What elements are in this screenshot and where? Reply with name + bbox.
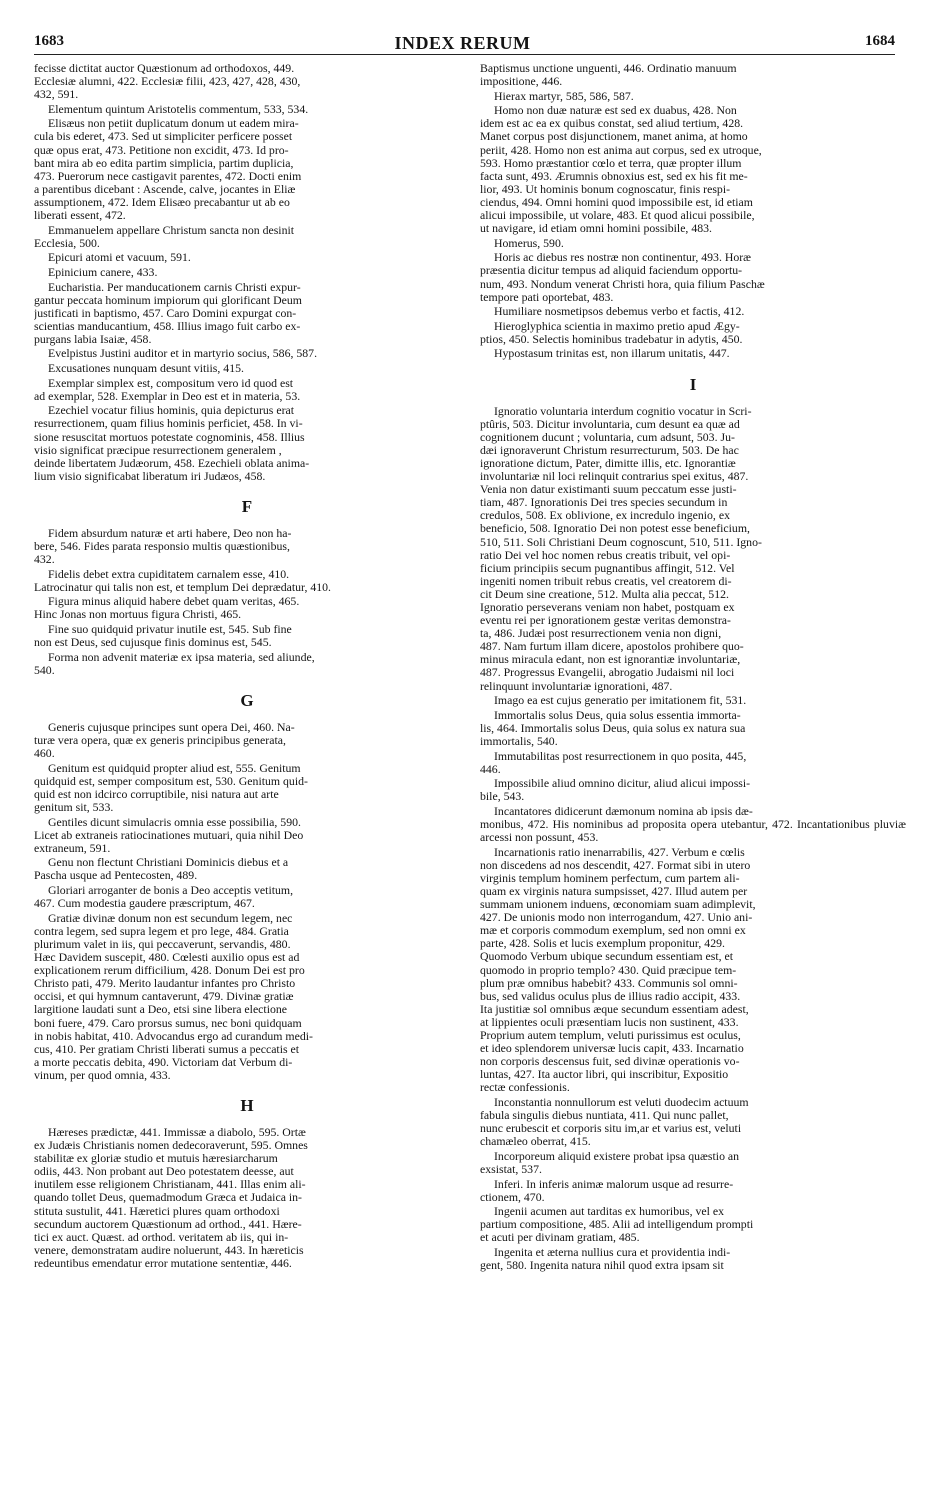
index-entry: Incorporeum aliquid existere probat ipsa quæstio an exsistat, 537. — [480, 1148, 740, 1176]
index-entry: Epicuri atomi et vacuum, 591. — [48, 250, 191, 265]
index-entry: Fidem absurdum naturæ et arti habere, Deo non ha- bere, 546. Fides parata responsio multis quæstionibus, 432. — [34, 525, 292, 567]
index-entry: Homerus, 590. — [494, 235, 564, 250]
index-entry: Immutabilitas post resurrectionem in quo posita, 445, 446. — [480, 748, 747, 776]
index-entry: Exemplar simplex est, compositum vero id quod est ad exemplar, 528. Exemplar in Deo est et in materia, 53. — [34, 375, 301, 403]
index-entry: Figura minus aliquid habere debet quam veritas, 465. Hinc Jonas non mortuus figura Christi, 465. — [34, 594, 300, 622]
index-entry: Horis ac diebus res nostræ non continentur, 493. Horæ præsentia dicitur tempus ad aliquid faciendum opportu- num, 493. Nondum venerat Christi hora, quia filium Paschæ tempore pati oportebat, 483. — [480, 250, 765, 304]
running-title: INDEX RERUM — [394, 33, 531, 53]
index-entry: Fidelis debet extra cupiditatem carnalem esse, 410. Latrocinatur qui talis non est, et templum Dei deprædatur, 410. — [34, 566, 332, 594]
left-page-number: 1683 — [34, 33, 64, 49]
index-entry: Hypostasum trinitas est, non illarum unitatis, 447. — [494, 346, 730, 361]
index-entry: Gratiæ divinæ donum non est secundum legem, nec contra legem, sed supra legem et pro lege, 484. Gratia plurimum valet in iis, qui peccaverunt, servandis, 480. Hæc Davidem suscepit, 480. Cœlesti auxilio opus est ad explicationem rerum difficilium, 428. Donum Dei est pro Christo pati, 479. Merito laudantur infantes pro Christo occisi, et qui hymnum cantaverunt, 479. Divinæ gratiæ largitione laudati sunt a Deo, etsi sine libera electione boni fuere, 479. Caro prorsus sumus, nec boni quidquam in nobis habitat, 410. Advocandus ergo ad curandum medi- cus, 410. Per gratiam Christi liberati sumus a peccatis et a morte peccatis debita, 490. Victoriam dat Verbum di- vinum, per quod omnia, 433. — [34, 910, 313, 1082]
header-rule — [34, 54, 895, 55]
index-entry: Ignoratio voluntaria interdum cognitio vocatur in Scri- ptûris, 503. Dicitur involuntaria, cum desunt ea quæ ad cognitionem ducunt ; voluntaria, cum adsunt, 503. Ju- dæi ignoraverunt Christum resurrecturum, 503. De hac ignoratione dictum, Pater, dimitte illis, etc. Ignorantiæ involuntariæ nil loci relinquit contrarius spei exitus, 487. Venia non datur existimanti suum peccatum esse justi- tiam, 487. Ignorationis Dei tres species secundum in credulos, 508. Ex oblivione, ex incredulo ingenio, ex beneficio, 508. Ignoratio Dei non potest esse beneficium, 510, 511. Soli Christiani Deum cognoscunt, 510, 511. Igno- ratio Dei vel hoc nomen rebus creatis tribuit, vel opi- ficium principiis secum pugnantibus affingit, 512. Vel ingeniti nomen tribuit rebus creatis, vel creatorem di- cit Deum sine creatione, 512. Multa alia peccat, 512. Ignoratio perseverans veniam non habet, postquam ex eventu rei per ignorationem gestæ veritas demonstra- ta, 486. Judæi post resurrectionem venia non digni, 487. Nam furtum illam dicere, apostolos prohibere quo- minus miracula edant, non est ignorantiæ involuntariæ, 487. Progressus Evangelii, abrogatio Judaismi nil loci relinquunt involuntariæ ignorationi, 487. — [480, 403, 762, 693]
index-entry: Inconstantia nonnullorum est veluti duodecim actuum fabula singulis diebus nuntiata, 411. Qui nunc pallet, nunc erubescit et corporis situ im,ar et varius est, veluti chamæleo oberrat, 415. — [480, 1094, 749, 1149]
index-entry: Incarnationis ratio inenarrabilis, 427. Verbum e cœlis non discedens ad nos descendit, 427. Format sibi in utero virginis templum hominem perfectum, cum partem ali- quam ex virginis natura sumpsisset, 427. Illud autem per summam unionem induens, œconomiam suam adimplevit, 427. De unionis modo non interrogandum, 427. Unio ani- mæ et corporis commodum exemplum, sed non omni ex parte, 428. Solis et lucis exemplum proponitur, 429. Quomodo Verbum ubique secundum essentiam est, et quomodo in proprio templo? 430. Quid præcipue tem- plum præ omnibus habebit? 433. Communis sol omni- bus, sed validus oculus plus de illius radio accipit, 433. Ita justitiæ sol omnibus æque secundum essentiam adest, at lippientes oculi præsentiam lucis non sustinent, 433. Proprium autem templum, veluti purissimus est oculus, et ideo splendorem universæ lucis capit, 433. Incarnatio non corporis descensus fuit, sed divinæ operationis vo- luntas, 427. Ita auctor libri, qui inscribitur, Expositio rectæ confessionis. — [480, 844, 756, 1095]
index-entry: Ingenii acumen aut tarditas ex humoribus, vel ex partium compositione, 485. Alii ad intelligendum prompti et acuti per divinam gratiam, 485. — [480, 1204, 754, 1245]
page-header — [0, 0, 925, 58]
index-entry: Imago ea est cujus generatio per imitationem fit, 531. — [494, 693, 747, 708]
index-entry: Fine suo quidquid privatur inutile est, 545. Sub fine non est Deus, sed cujusque finis dominus est, 545. — [34, 622, 292, 650]
index-entry: Incantatores didicerunt dæmonum nomina ab ipsis dæ- monibus, 472. His nominibus ad proposita opera utebantur, 472. Incantationibus pluviæ arcessi non possunt, 453. — [480, 803, 906, 845]
section-letter: G — [240, 690, 254, 710]
left-column — [34, 62, 460, 1490]
section-letter: I — [689, 374, 697, 394]
index-entry: Baptismus unctione unguenti, 446. Ordinatio manuum impositione, 446. — [480, 62, 737, 89]
index-entry: Eucharistia. Per manducationem carnis Christi expur- gantur peccata hominum impiorum qui glorificant Deum justificati in baptismo, 457. Caro Domini expurgat con- scientias manducantium, 458. Illius imago fuit carbo ex- purgans labia Isaiæ, 458. — [34, 279, 302, 346]
index-entry: Emmanuelem appellare Christum sancta non desinit Ecclesia, 500. — [34, 222, 295, 250]
index-entry: Ezechiel vocatur filius hominis, quia depicturus erat resurrectionem, quam filius hominis perficiet, 458. In vi- sione resuscitat mortuos potestate cognominis, 458. Illius visio significat præcipue resurrectionem generalem , deinde libertatem Judæorum, 458. Ezechieli oblata anima- lium visio significabat liberatum iri Judæos, 458. — [34, 403, 310, 483]
right-page-number: 1684 — [865, 33, 895, 49]
index-entry: Gentiles dicunt simulacris omnia esse possibilia, 590. Licet ab extraneis ratiocinationes mutuari, quia nihil Deo extraneum, 591. — [34, 814, 304, 855]
index-entry: Inferi. In inferis animæ malorum usque ad resurre- ctionem, 470. — [480, 1176, 734, 1204]
index-entry: Forma non advenit materiæ ex ipsa materia, sed aliunde, 540. — [34, 649, 315, 677]
index-entry: Immortalis solus Deus, quia solus essentia immorta- lis, 464. Immortalis solus Deus, quia solus ex natura sua immortalis, 540. — [480, 707, 746, 748]
right-column — [480, 62, 906, 1490]
index-entry: Impossibile aliud omnino dicitur, aliud alicui impossi- bile, 543. — [480, 776, 751, 804]
section-letter: H — [240, 1095, 254, 1115]
index-entry: Evelpistus Justini auditor et in martyrio socius, 586, 587. — [48, 346, 318, 361]
index-entry: Hieroglyphica scientia in maximo pretio apud Ægy- ptios, 450. Selectis hominibus tradebatur in adytis, 450. — [480, 318, 743, 346]
index-entry: Elisæus non petiit duplicatum donum ut eadem mira- cula bis ederet, 473. Sed ut simpliciter perficere posset quæ opus erat, 473. Petitione non excidit, 473. Id pro- bant mira ab eo edita partim simplicia, partim duplicia, 473. Puerorum nece castigavit parentes, 472. Docti enim a parentibus dicebant : Ascende, calve, jocantes in Eliæ assumptionem, 472. Idem Elisæo precabantur ut ab eo liberati essent, 472. — [34, 116, 302, 223]
index-entry: Gloriari arroganter de bonis a Deo acceptis vetitum, 467. Cum modestia gaudere præscriptum, 467. — [34, 883, 294, 911]
index-entry: Humiliare nosmetipsos debemus verbo et factis, 412. — [494, 304, 745, 319]
index-entry: Genitum est quidquid propter aliud est, 555. Genitum quidquid est, semper compositum est, 530. Genitum quid- quid est non idcirco corruptibile, nisi natura aut arte genitum sit, 533. — [34, 760, 308, 814]
index-entry: Epinicium canere, 433. — [48, 264, 158, 279]
section-letter: F — [241, 496, 253, 516]
index-entry: Generis cujusque principes sunt opera Dei, 460. Na- turæ vera opera, quæ ex generis principibus generata, 460. — [34, 719, 295, 761]
index-entry: Excusationes nunquam desunt vitiis, 415. — [48, 361, 244, 376]
index-entry: Hierax martyr, 585, 586, 587. — [494, 88, 634, 103]
index-entry: Genu non flectunt Christiani Dominicis diebus et a Pascha usque ad Pentecosten, 489. — [34, 855, 289, 883]
index-entry: fecisse dictitat auctor Quæstionum ad orthodoxos, 449. Ecclesiæ alumni, 422. Ecclesiæ filii, 423, 427, 428, 430, 432, 591. — [34, 62, 301, 102]
index-entry: Hæreses prædictæ, 441. Immissæ a diabolo, 595. Ortæ ex Judæis Christianis nomen dedecoraverunt, 595. Omnes stabilitæ ex gloriæ studio et mutuis hæresiarcharum odiis, 443. Non probant aut Deo potestatem deesse, aut inutilem esse religionem Christianam, 441. Illas enim ali- quando tollet Deus, quemadmodum Græca et Judaica in- stituta sustulit, 441. Hæretici plures quam orthodoxi secundum auctorem Quæstionum ad orthod., 441. Hære- tici ex auct. Quæst. ad orthod. veritatem ab iis, qui in- venere, demonstratam audire noluerunt, 443. In hæreticis redeuntibus emendatur error mutatione sententiæ, 446. — [34, 1124, 308, 1270]
index-entry: Homo non duæ naturæ est sed ex duabus, 428. Non idem est ac ea ex quibus constat, sed aliud tertium, 428. Manet corpus post disjunctionem, manet anima, at homo periit, 428. Homo non est anima aut corpus, sed ex utroque, 593. Homo præstantior cœlo et terra, quæ propter illum facta sunt, 493. Ærumnis obnoxius est, sed ex his fit me- lior, 493. Ut hominis bonum cognoscatur, finis respi- ciendus, 494. Omni homini quod impossibile est, id etiam alicui impossibile, ut volare, 483. Et quod alicui possibile, ut navigare, id etiam omni homini possibile, 483. — [480, 103, 762, 236]
index-entry: Ingenita et æterna nullius cura et providentia indi- gent, 580. Ingenita natura nihil quod extra ipsam sit — [480, 1244, 731, 1273]
index-entry: Elementum quintum Aristotelis commentum, 533, 534. — [48, 101, 309, 116]
